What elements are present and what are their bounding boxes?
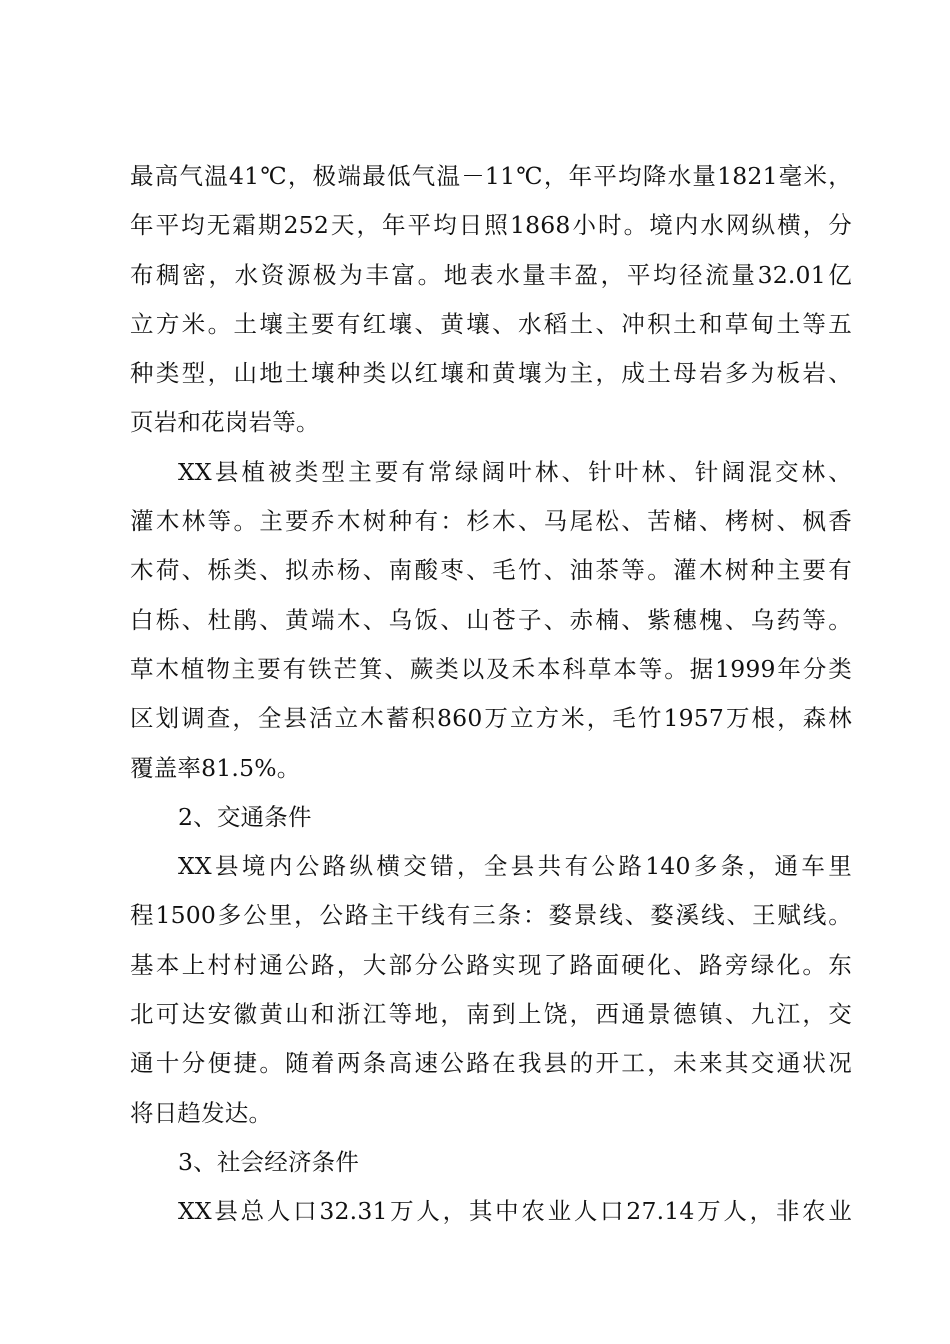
section-heading-socioeconomic: 3、社会经济条件 bbox=[178, 1147, 360, 1176]
text-line: 基本上村村通公路，大部分公路实现了路面硬化、路旁绿化。东 bbox=[130, 950, 852, 979]
text-line: 程1500多公里，公路主干线有三条：婺景线、婺溪线、王赋线。 bbox=[130, 901, 852, 930]
text-line: 木荷、栎类、拟赤杨、南酸枣、毛竹、油茶等。灌木树种主要有 bbox=[130, 556, 852, 585]
text-line: 页岩和花岗岩等。 bbox=[130, 408, 320, 437]
text-line: 覆盖率81.5%。 bbox=[130, 753, 301, 782]
paragraph-first-line: XX县境内公路纵横交错，全县共有公路140多条，通车里 bbox=[178, 852, 852, 881]
text-line: 北可达安徽黄山和浙江等地，南到上饶，西通景德镇、九江，交 bbox=[130, 1000, 852, 1029]
paragraph-first-line: XX县总人口32.31万人，其中农业人口27.14万人，非农业 bbox=[178, 1197, 852, 1226]
text-line: 立方米。土壤主要有红壤、黄壤、水稻土、冲积土和草甸土等五 bbox=[130, 309, 852, 338]
text-line: 种类型，山地土壤种类以红壤和黄壤为主，成土母岩多为板岩、 bbox=[130, 359, 852, 388]
document-body bbox=[130, 152, 852, 1237]
section-heading-transport: 2、交通条件 bbox=[178, 802, 312, 831]
text-line: 最高气温41℃，极端最低气温－11℃，年平均降水量1821毫米， bbox=[130, 162, 852, 190]
text-line: 灌木林等。主要乔木树种有：杉木、马尾松、苦槠、栲树、枫香 bbox=[130, 507, 852, 536]
paragraph-first-line: XX县植被类型主要有常绿阔叶林、针叶林、针阔混交林、 bbox=[178, 457, 852, 486]
text-line: 将日趋发达。 bbox=[130, 1098, 273, 1127]
text-line: 白栎、杜鹃、黄端木、乌饭、山苍子、赤楠、紫穗槐、乌药等。 bbox=[130, 605, 852, 634]
text-line: 布稠密，水资源极为丰富。地表水量丰盈，平均径流量32.01亿 bbox=[130, 260, 852, 289]
text-line: 通十分便捷。随着两条高速公路在我县的开工，未来其交通状况 bbox=[130, 1049, 852, 1078]
text-line: 草木植物主要有铁芒箕、蕨类以及禾本科草本等。据1999年分类 bbox=[130, 654, 852, 683]
text-line: 年平均无霜期252天，年平均日照1868小时。境内水网纵横，分 bbox=[130, 211, 852, 240]
text-line: 区划调查，全县活立木蓄积860万立方米，毛竹1957万根，森林 bbox=[130, 704, 852, 733]
